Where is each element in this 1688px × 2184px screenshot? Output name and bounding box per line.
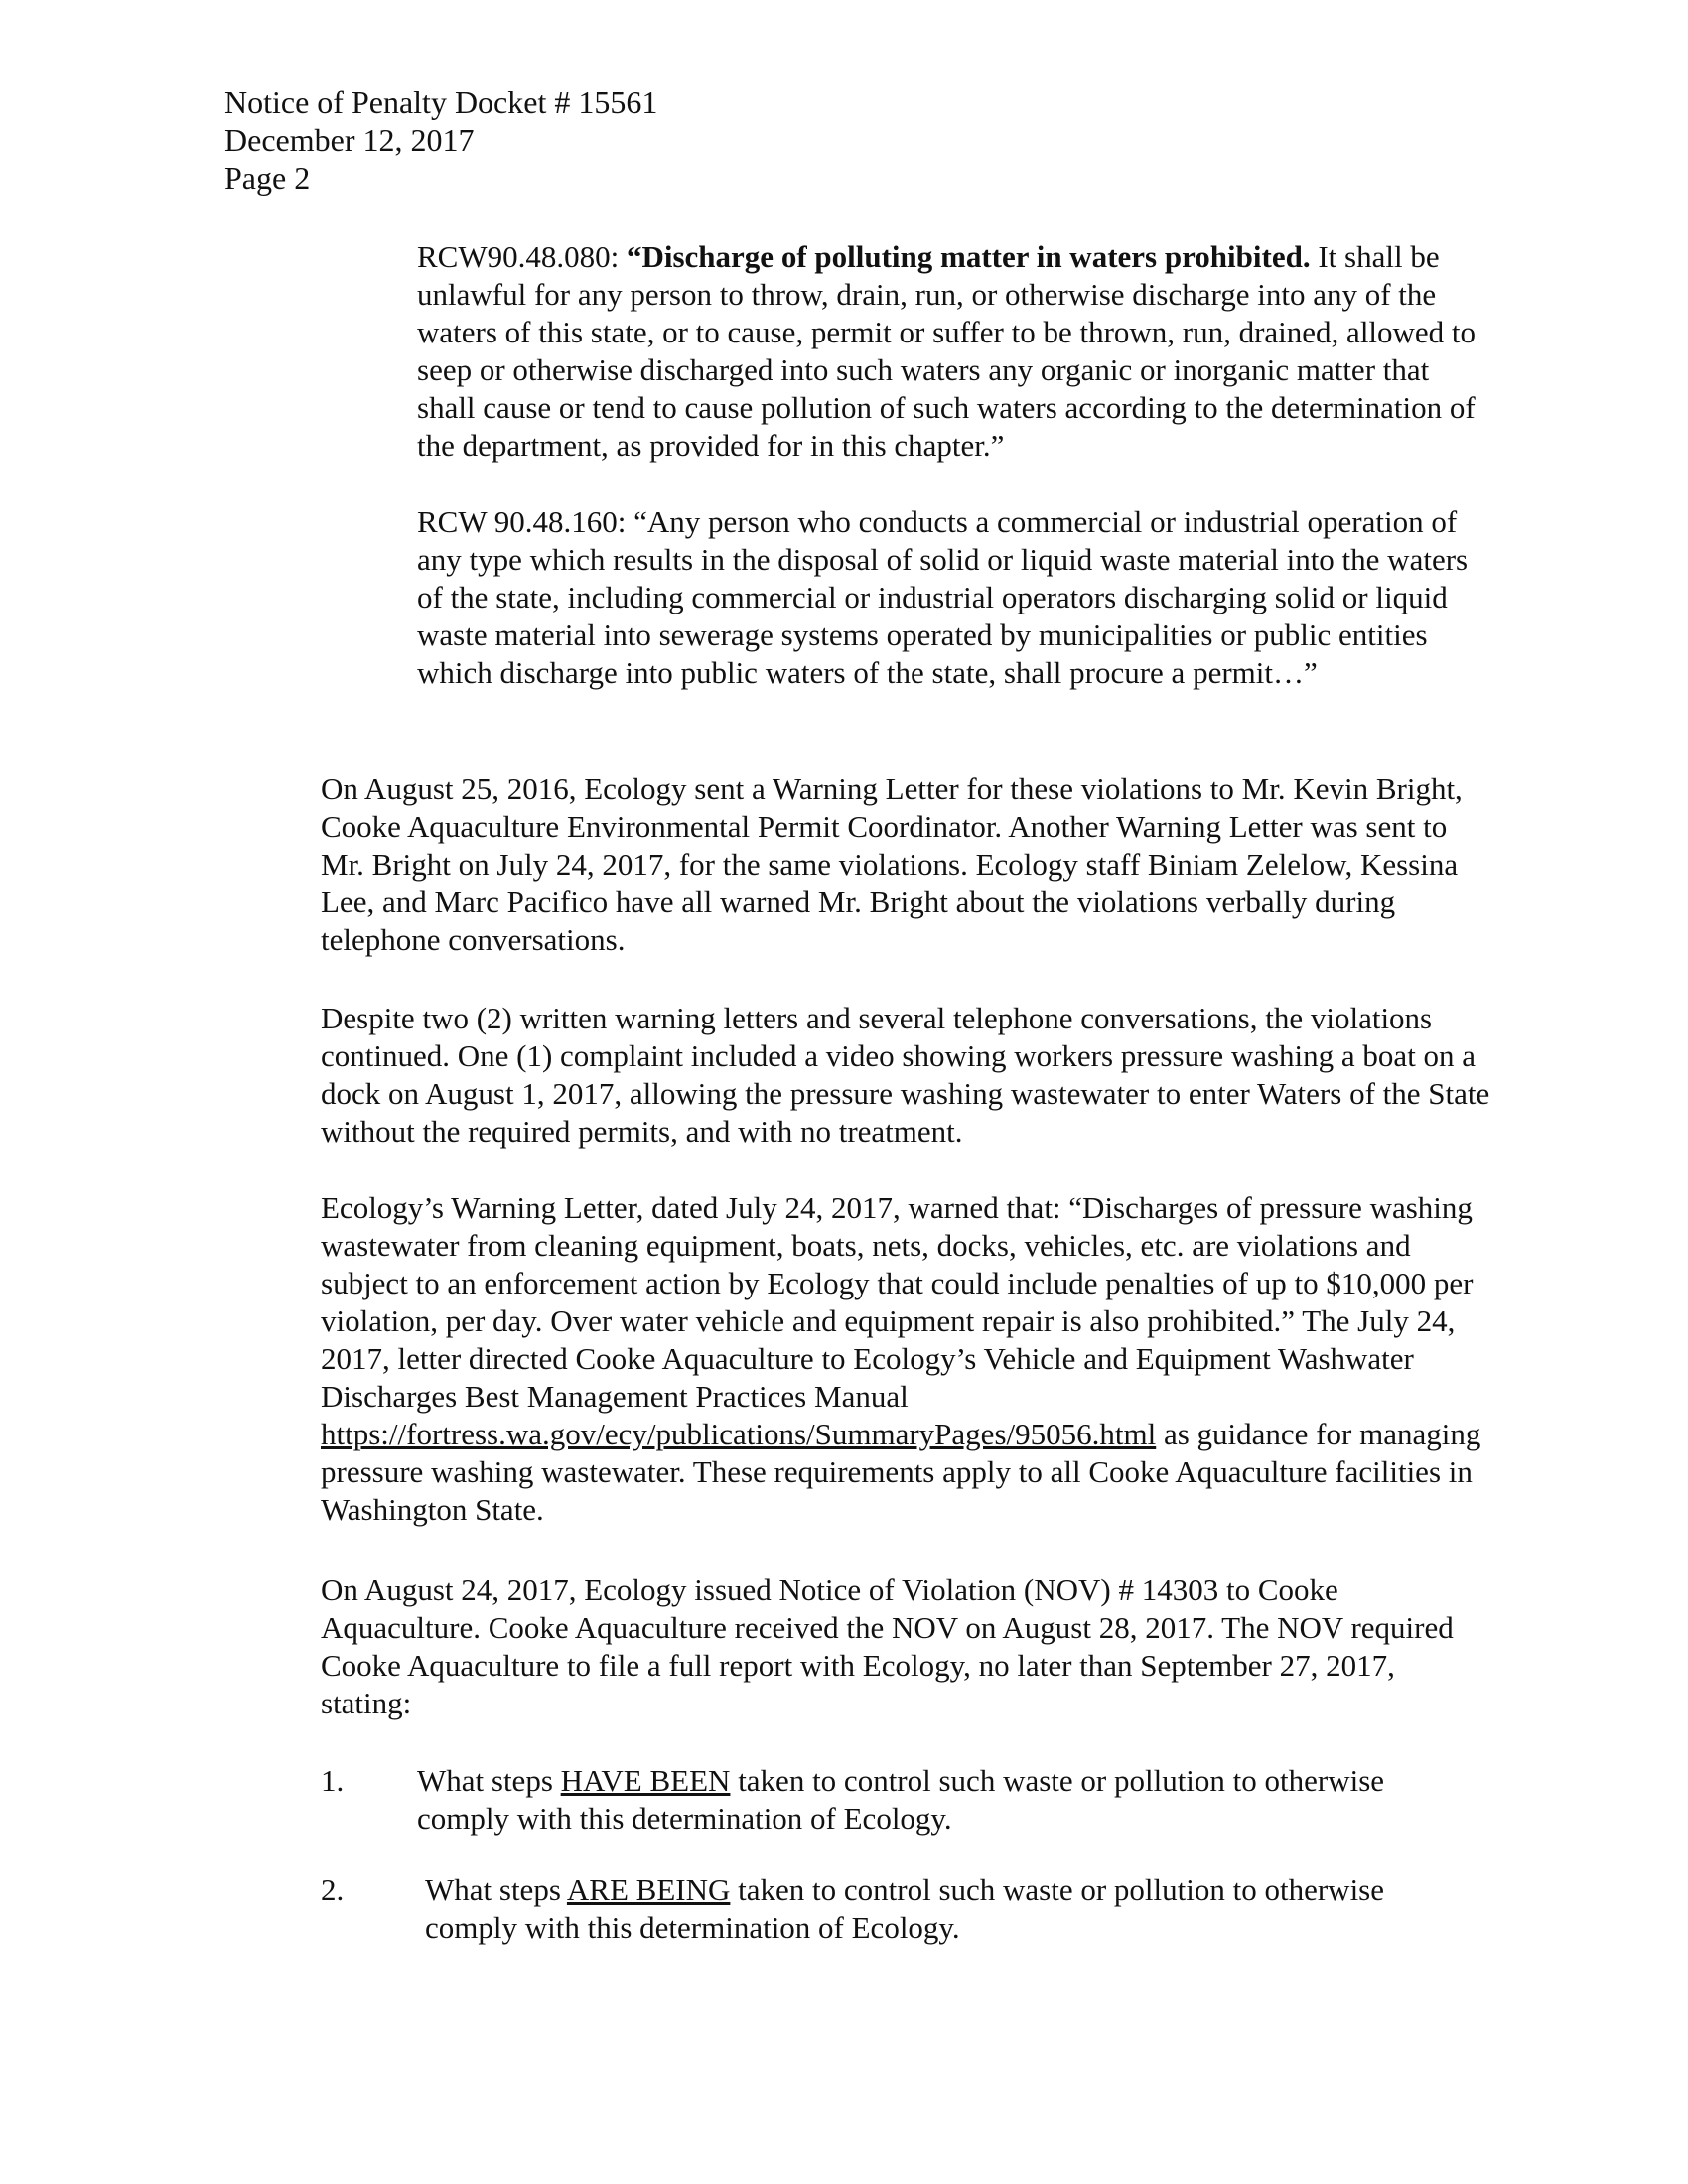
page-number: Page 2 — [224, 160, 311, 196]
nov-paragraph: On August 24, 2017, Ecology issued Notice of Violation (NOV) # 14303 to Cooke Aquaculture. Cooke Aquaculture received the NOV on August 28, 2017. The NOV required Cooke Aquaculture to file a full report with Ecology, no later than September 27, 2017, stating: — [321, 1572, 1454, 1720]
list-number: 1. — [321, 1763, 345, 1798]
rcw-reference: RCW90.48.080: — [417, 239, 620, 274]
rcw-90-48-080-quote — [417, 238, 1489, 465]
violations-continued-paragraph: Despite two (2) written warning letters and several telephone conversations, the violations continued. One (1) complaint included a video showing workers pressure washing a boat on a dock on August 1, 2017, allowing the pressure washing wastewater to enter Waters of the State without the required permits, and with no treatment. — [321, 1001, 1490, 1149]
rcw-90-48-160-quote: RCW 90.48.160: “Any person who conducts a commercial or industrial operation of any type which results in the disposal of solid or liquid waste material into the waters of the state, including commercial or industrial operators discharging solid or liquid waste material into sewerage systems operated by municipalities or public entities which discharge into public waters of the state, shall procure a permit…” — [417, 504, 1469, 690]
emphasis-have-been: HAVE BEEN — [560, 1763, 731, 1798]
rcw-title: “Discharge of polluting matter in waters prohibited. — [626, 239, 1311, 274]
warning-letter-text: Ecology’s Warning Letter, dated July 24, 2017, warned that: “Discharges of pressure washing wastewater from cleaning equipment, boats, nets, docks, vehicles, etc. are violations and subject to an enforcement action by Ecology that could include penalties of up to $10,000 per violation, per day. Over water vehicle and equipment repair is also prohibited.” The July 24, 2017, letter directed Cooke Aquaculture to Ecology’s Vehicle and Equipment Washwater Discharges Best Management Practices Manual — [321, 1190, 1474, 1414]
date-line: December 12, 2017 — [224, 122, 475, 158]
warning-letter-guidance-text: as guidance for managing pressure washing wastewater. These requirements apply to all Cooke Aquaculture facilities in Washington State. — [321, 1417, 1481, 1527]
letter-header — [224, 83, 657, 197]
warning-letter-paragraph: On August 25, 2016, Ecology sent a Warning Letter for these violations to Mr. Kevin Bright, Cooke Aquaculture Environmental Permit Coordinator. Another Warning Letter was sent to Mr. Bright on July 24, 2017, for the same violations. Ecology staff Biniam Zelelow, Kessina Lee, and Marc Pacifico have all warned Mr. Bright about the violations verbally during telephone conversations. — [321, 771, 1463, 957]
rcw-text: It shall be unlawful for any person to throw, drain, run, or otherwise discharge into any of the waters of this state, or to cause, permit or suffer to be thrown, run, drained, allowed to seep or otherwise discharged into such waters any organic or inorganic matter that shall cause or tend to cause pollution of such waters according to the determination of the department, as provided for in this chapter.” — [417, 239, 1477, 463]
warning-letter-quote-paragraph — [321, 1189, 1492, 1529]
list-number: 2. — [321, 1872, 345, 1907]
list-text: What steps ARE BEING taken to control such waste or pollution to otherwise comply with this determination of Ecology. — [425, 1872, 1385, 1945]
docket-line: Notice of Penalty Docket # 15561 — [224, 84, 658, 120]
bmp-manual-link[interactable]: https://fortress.wa.gov/ecy/publications/SummaryPages/95056.html — [321, 1417, 1157, 1451]
list-text: What steps HAVE BEEN taken to control such waste or pollution to otherwise comply with this determination of Ecology. — [417, 1763, 1385, 1836]
emphasis-are-being: ARE BEING — [566, 1872, 731, 1907]
